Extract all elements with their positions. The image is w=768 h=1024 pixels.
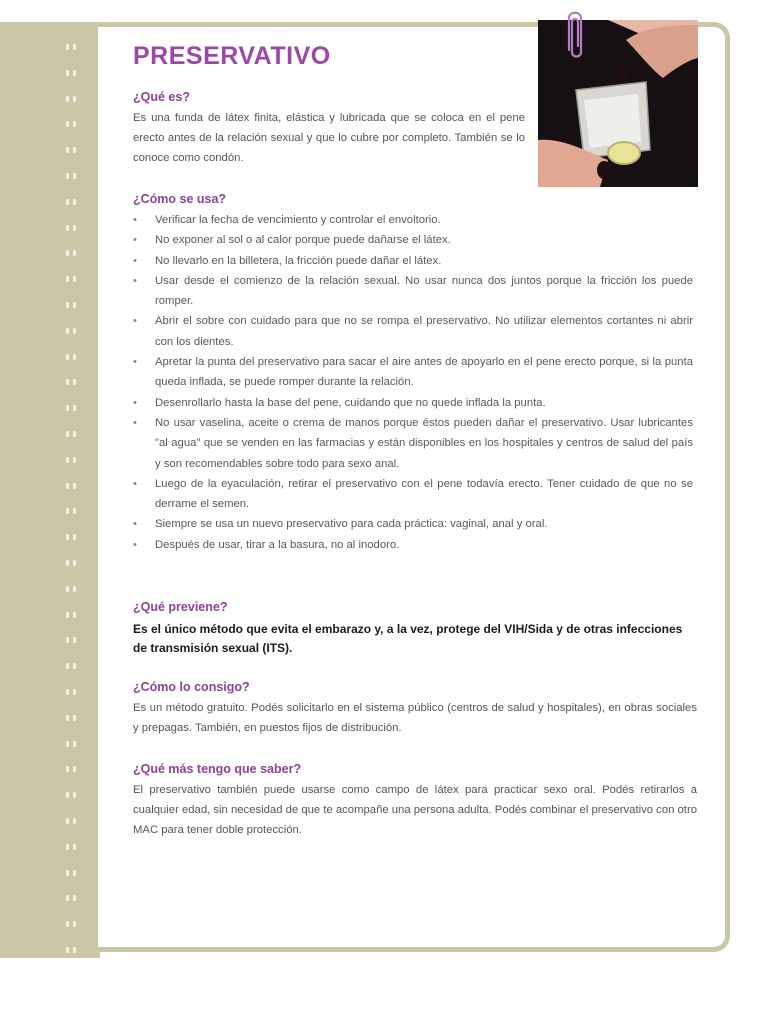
spiral-hole (66, 637, 78, 643)
spiral-hole (66, 44, 78, 50)
spiral-hole (66, 302, 78, 308)
spiral-hole (66, 870, 78, 876)
spiral-hole (66, 147, 78, 153)
spiral-hole (66, 947, 78, 953)
spiral-hole (66, 766, 78, 772)
notebook-spiral-band (0, 22, 100, 958)
usage-item: • Siempre se usa un nuevo preservativo para cada práctica: vaginal, anal y oral. (133, 514, 693, 534)
spiral-hole (66, 560, 78, 566)
spiral-hole (66, 250, 78, 256)
spiral-hole (66, 483, 78, 489)
spiral-hole (66, 508, 78, 514)
spiral-hole (66, 792, 78, 798)
spiral-hole (66, 328, 78, 334)
spiral-hole (66, 534, 78, 540)
spiral-hole (66, 173, 78, 179)
heading-como-se-usa: ¿Cómo se usa? (133, 192, 227, 206)
text-que-previene: Es el único método que evita el embarazo y, a la vez, protege del VIH/Sida y de otras infecciones de transmisión sexual (ITS). (133, 622, 683, 655)
heading-como-lo-consigo: ¿Cómo lo consigo? (133, 680, 250, 694)
spiral-hole (66, 457, 78, 463)
heading-que-es: ¿Qué es? (133, 90, 190, 104)
spiral-hole (66, 354, 78, 360)
paperclip-icon (560, 6, 590, 62)
text-que-es: Es una funda de látex finita, elástica y lubricada que se coloca en el pene erecto antes de la relación sexual y que lo cubre por completo. También se lo conoce como condón. (133, 112, 525, 164)
spiral-hole (66, 818, 78, 824)
heading-que-previene: ¿Qué previene? (133, 600, 228, 614)
usage-item: • Después de usar, tirar a la basura, no al inodoro. (133, 535, 693, 555)
usage-item: • No exponer al sol o al calor porque puede dañarse el látex. (133, 230, 693, 250)
spiral-hole (66, 225, 78, 231)
text-como-lo-consigo: Es un método gratuito. Podés solicitarlo en el sistema público (centros de salud y hospitales), en obras sociales y prepagas. También, en puestos fijos de distribución. (133, 702, 697, 734)
spiral-hole (66, 431, 78, 437)
usage-item: • Desenrollarlo hasta la base del pene, cuidando que no quede inflada la punta. (133, 393, 693, 413)
spiral-hole (66, 121, 78, 127)
text-que-mas: El preservativo también puede usarse como campo de látex para practicar sexo oral. Podés retirarlos a cualquier edad, sin necesidad de que te acompañe una persona adulta. Podés combinar el preservativo con otro MAC para tener doble protección. (133, 784, 697, 836)
spiral-hole (66, 715, 78, 721)
usage-item: • Usar desde el comienzo de la relación sexual. No usar nunca dos juntos porque la fricción los puede romper. (133, 271, 693, 312)
spiral-hole (66, 199, 78, 205)
usage-item: • No llevarlo en la billetera, la fricción puede dañar el látex. (133, 251, 693, 271)
spiral-hole (66, 586, 78, 592)
spiral-hole (66, 70, 78, 76)
spiral-hole (66, 276, 78, 282)
usage-item: • Verificar la fecha de vencimiento y controlar el envoltorio. (133, 210, 693, 230)
spiral-hole (66, 96, 78, 102)
usage-list (133, 210, 693, 555)
heading-que-mas: ¿Qué más tengo que saber? (133, 762, 302, 776)
page-title: PRESERVATIVO (133, 42, 331, 70)
spiral-hole (66, 844, 78, 850)
usage-item: • No usar vaselina, aceite o crema de manos porque éstos pueden dañar el preservativo. Usar lubricantes "al agua" que se venden en las farmacias y están disponibles en los hospitales y centros de salud del país y son recomendables sobre todo para sexo anal. (133, 413, 693, 474)
spiral-hole (66, 921, 78, 927)
spiral-hole (66, 663, 78, 669)
spiral-hole (66, 612, 78, 618)
usage-item: • Luego de la eyaculación, retirar el preservativo con el pene todavía erecto. Tener cuidado de que no se derrame el semen. (133, 474, 693, 515)
spiral-hole (66, 689, 78, 695)
spiral-hole (66, 895, 78, 901)
usage-item: • Apretar la punta del preservativo para sacar el aire antes de apoyarlo en el pene erecto porque, si la punta queda inflada, se puede romper durante la relación. (133, 352, 693, 393)
spiral-hole (66, 405, 78, 411)
corner-mark (742, 968, 748, 974)
spiral-hole (66, 379, 78, 385)
usage-item: • Abrir el sobre con cuidado para que no se rompa el preservativo. No utilizar elementos cortantes ni abrir con los dientes. (133, 311, 693, 352)
spiral-hole (66, 741, 78, 747)
